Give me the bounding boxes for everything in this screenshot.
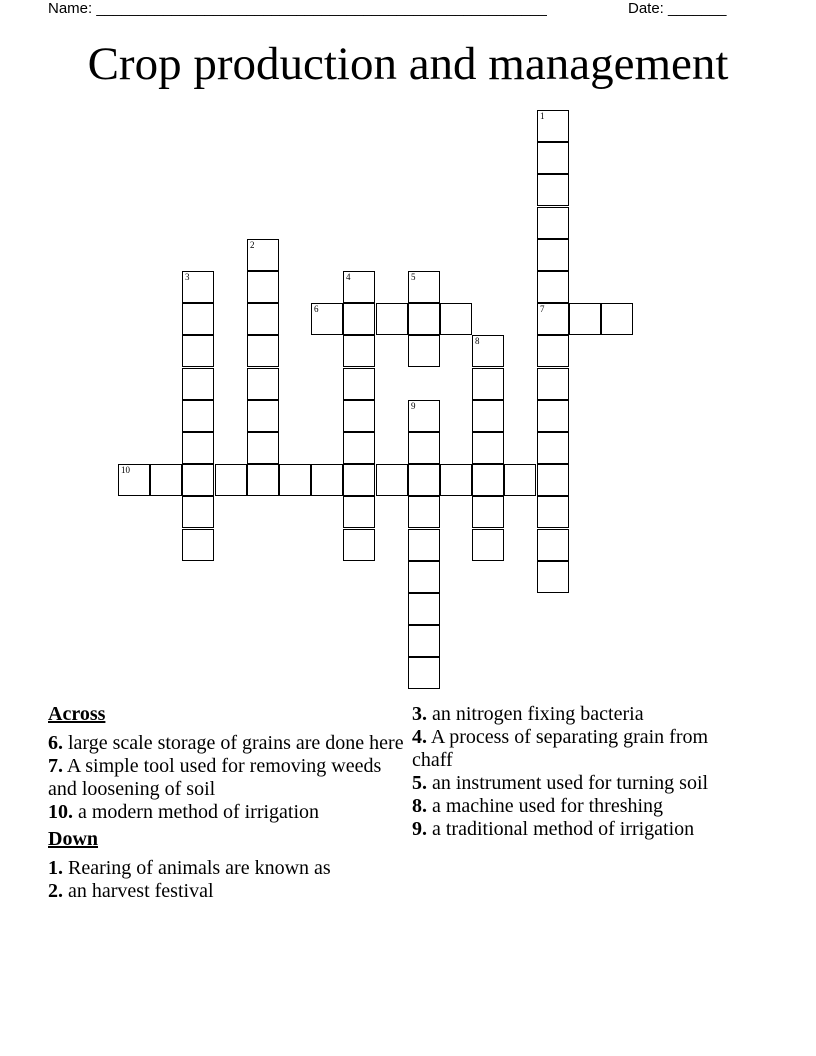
clue-down-1 — [48, 857, 410, 880]
clue-text: Rearing of animals are known as — [63, 857, 331, 879]
clue-text: an instrument used for turning soil — [427, 772, 709, 794]
clue-text: an nitrogen fixing bacteria — [427, 703, 644, 725]
clue-number: 8. — [412, 795, 427, 817]
clue-down-5 — [412, 772, 742, 795]
crossword-cell[interactable] — [311, 303, 343, 335]
cell-number: 7 — [540, 304, 545, 314]
crossword-cell[interactable] — [408, 432, 440, 464]
crossword-cell[interactable] — [537, 496, 569, 528]
clue-across-7 — [48, 755, 410, 801]
crossword-cell[interactable] — [408, 529, 440, 561]
clue-down-8 — [412, 795, 742, 818]
crossword-cell[interactable] — [408, 561, 440, 593]
crossword-cell[interactable] — [537, 368, 569, 400]
clue-across-10 — [48, 801, 410, 824]
crossword-cell[interactable] — [537, 271, 569, 303]
clue-down-3 — [412, 703, 742, 726]
clue-down-9 — [412, 818, 742, 841]
clues-left-column — [48, 703, 410, 903]
clue-text: a modern method of irrigation — [73, 801, 320, 823]
crossword-cell[interactable] — [182, 368, 214, 400]
clue-down-4 — [412, 726, 742, 772]
crossword-cell[interactable] — [537, 174, 569, 206]
cell-number: 10 — [121, 465, 130, 475]
clue-number: 6. — [48, 732, 63, 754]
down-heading: Down — [48, 828, 99, 850]
clue-text: a traditional method of irrigation — [427, 818, 695, 840]
crossword-cell[interactable] — [537, 561, 569, 593]
crossword-cell[interactable] — [376, 464, 408, 496]
crossword-cell[interactable] — [343, 303, 375, 335]
crossword-cell[interactable] — [343, 529, 375, 561]
clue-across-6 — [48, 732, 410, 755]
crossword-cell[interactable] — [247, 239, 279, 271]
crossword-cell[interactable] — [537, 464, 569, 496]
clue-number: 2. — [48, 880, 63, 902]
crossword-cell[interactable] — [408, 625, 440, 657]
crossword-cell[interactable] — [472, 432, 504, 464]
clue-number: 5. — [412, 772, 427, 794]
crossword-cell[interactable] — [601, 303, 633, 335]
cell-number: 8 — [475, 336, 480, 346]
crossword-cell[interactable] — [537, 303, 569, 335]
cell-number: 4 — [346, 272, 351, 282]
clue-text: A process of separating grain from chaff — [412, 726, 709, 771]
crossword-cell[interactable] — [182, 529, 214, 561]
cell-number: 3 — [185, 272, 190, 282]
crossword-cell[interactable] — [440, 464, 472, 496]
crossword-cell[interactable] — [440, 303, 472, 335]
crossword-cell[interactable] — [472, 400, 504, 432]
crossword-cell[interactable] — [279, 464, 311, 496]
across-heading: Across — [48, 703, 106, 725]
crossword-cell[interactable] — [247, 271, 279, 303]
page-title: Crop production and management — [87, 38, 729, 90]
clue-down-2 — [48, 880, 410, 903]
crossword-cell[interactable] — [343, 400, 375, 432]
crossword-cell[interactable] — [472, 335, 504, 367]
crossword-cell[interactable] — [343, 464, 375, 496]
crossword-cell[interactable] — [537, 400, 569, 432]
crossword-cell[interactable] — [182, 271, 214, 303]
cell-number: 5 — [411, 272, 416, 282]
crossword-cell[interactable] — [376, 303, 408, 335]
crossword-cell[interactable] — [247, 335, 279, 367]
crossword-cell[interactable] — [408, 593, 440, 625]
crossword-cell[interactable] — [247, 464, 279, 496]
crossword-cell[interactable] — [537, 142, 569, 174]
clue-number: 4. — [412, 726, 427, 748]
crossword-cell[interactable] — [472, 529, 504, 561]
crossword-cell[interactable] — [408, 271, 440, 303]
date-field-label[interactable]: Date: _______ — [628, 0, 727, 17]
crossword-cell[interactable] — [408, 464, 440, 496]
crossword-cell[interactable] — [343, 271, 375, 303]
crossword-cell[interactable] — [408, 496, 440, 528]
crossword-cell[interactable] — [472, 464, 504, 496]
crossword-cell[interactable] — [408, 657, 440, 689]
crossword-cell[interactable] — [537, 239, 569, 271]
crossword-cell[interactable] — [537, 110, 569, 142]
clue-number: 3. — [412, 703, 427, 725]
clue-number: 7. — [48, 755, 63, 777]
crossword-cell[interactable] — [408, 335, 440, 367]
clue-text: a machine used for threshing — [427, 795, 664, 817]
crossword-cell[interactable] — [215, 464, 247, 496]
crossword-cell[interactable] — [247, 303, 279, 335]
crossword-cell[interactable] — [537, 335, 569, 367]
clue-text: an harvest festival — [63, 880, 214, 902]
crossword-cell[interactable] — [472, 368, 504, 400]
crossword-cell[interactable] — [311, 464, 343, 496]
crossword-cell[interactable] — [182, 335, 214, 367]
crossword-cell[interactable] — [118, 464, 150, 496]
clue-number: 1. — [48, 857, 63, 879]
crossword-cell[interactable] — [472, 496, 504, 528]
crossword-cell[interactable] — [182, 303, 214, 335]
cell-number: 1 — [540, 111, 545, 121]
crossword-cell[interactable] — [182, 464, 214, 496]
crossword-cell[interactable] — [182, 432, 214, 464]
cell-number: 2 — [250, 240, 255, 250]
cell-number: 6 — [314, 304, 319, 314]
crossword-cell[interactable] — [343, 496, 375, 528]
crossword-cell[interactable] — [182, 400, 214, 432]
crossword-cell[interactable] — [343, 335, 375, 367]
crossword-cell[interactable] — [182, 496, 214, 528]
crossword-cell[interactable] — [247, 400, 279, 432]
crossword-cell[interactable] — [537, 529, 569, 561]
clue-number: 9. — [412, 818, 427, 840]
crossword-cell[interactable] — [247, 432, 279, 464]
clue-text: A simple tool used for removing weeds and loosening of soil — [48, 755, 382, 800]
crossword-cell[interactable] — [504, 464, 536, 496]
crossword-cell[interactable] — [537, 207, 569, 239]
crossword-cell[interactable] — [247, 368, 279, 400]
crossword-cell[interactable] — [150, 464, 182, 496]
crossword-cell[interactable] — [408, 400, 440, 432]
crossword-cell[interactable] — [537, 432, 569, 464]
crossword-cell[interactable] — [408, 303, 440, 335]
cell-number: 9 — [411, 401, 416, 411]
clue-text: large scale storage of grains are done here — [63, 732, 404, 754]
crossword-cell[interactable] — [343, 368, 375, 400]
crossword-cell[interactable] — [569, 303, 601, 335]
crossword-cell[interactable] — [343, 432, 375, 464]
clue-number: 10. — [48, 801, 73, 823]
clues-right-column — [412, 703, 742, 841]
name-field-label[interactable]: Name: ______________________________________________________ — [48, 0, 547, 17]
